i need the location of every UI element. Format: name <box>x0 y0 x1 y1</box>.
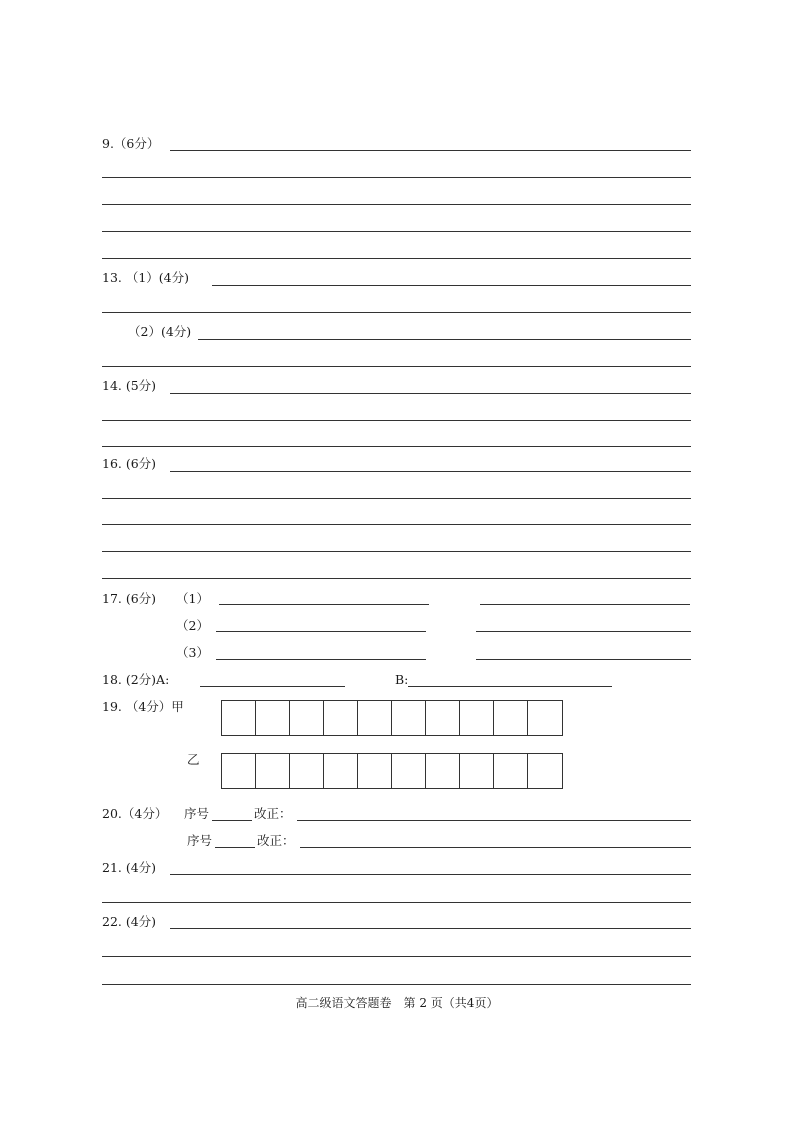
grid-cell[interactable] <box>358 701 392 735</box>
grid-cell[interactable] <box>460 754 494 788</box>
answer-line[interactable] <box>212 285 691 286</box>
q20-num-label-1: 序号 <box>184 806 210 821</box>
q9-label: 9.（6分） <box>102 136 160 151</box>
q19-label: 19. （4分）甲 <box>102 699 184 714</box>
char-grid-jia[interactable] <box>221 700 563 736</box>
q18-b-label: B: <box>395 672 409 687</box>
grid-cell[interactable] <box>222 701 256 735</box>
char-grid-yi[interactable] <box>221 753 563 789</box>
q20-label: 20.（4分） <box>102 806 168 821</box>
answer-line[interactable] <box>102 258 691 259</box>
grid-cell[interactable] <box>290 701 324 735</box>
grid-cell[interactable] <box>494 701 528 735</box>
grid-cell[interactable] <box>392 701 426 735</box>
grid-cell[interactable] <box>392 754 426 788</box>
grid-cell[interactable] <box>256 701 290 735</box>
grid-cell[interactable] <box>426 701 460 735</box>
answer-line[interactable] <box>170 150 691 151</box>
answer-line[interactable] <box>102 524 691 525</box>
grid-cell[interactable] <box>528 754 562 788</box>
answer-line[interactable] <box>102 366 691 367</box>
answer-line[interactable] <box>102 551 691 552</box>
q20-correct-label-2: 改正： <box>257 833 295 848</box>
answer-line[interactable] <box>102 446 691 447</box>
q13-label: 13. （1）(4分) <box>102 270 190 285</box>
num-blank[interactable] <box>212 820 252 821</box>
page-footer: 高二级语文答题卷 第 2 页（共4页） <box>295 996 499 1010</box>
answer-line-b[interactable] <box>408 686 612 687</box>
num-blank[interactable] <box>215 847 255 848</box>
q13-sub2-label: （2）(4分) <box>128 324 192 339</box>
answer-line[interactable] <box>476 659 691 660</box>
q17-label: 17. (6分) <box>102 591 157 606</box>
answer-line[interactable] <box>216 659 426 660</box>
q21-label: 21. (4分) <box>102 860 157 875</box>
q14-label: 14. (5分) <box>102 378 157 393</box>
answer-line[interactable] <box>102 312 691 313</box>
answer-line[interactable] <box>198 339 691 340</box>
q18-label: 18. (2分)A: <box>102 672 170 687</box>
q19-row2-label: 乙 <box>187 752 200 767</box>
answer-line[interactable] <box>476 631 691 632</box>
grid-cell[interactable] <box>460 701 494 735</box>
answer-line[interactable] <box>480 604 690 605</box>
answer-line[interactable] <box>216 631 426 632</box>
answer-line[interactable] <box>102 231 691 232</box>
grid-cell[interactable] <box>528 701 562 735</box>
grid-cell[interactable] <box>494 754 528 788</box>
q20-correct-label-1: 改正： <box>254 806 292 821</box>
answer-line[interactable] <box>102 956 691 957</box>
answer-line[interactable] <box>219 604 429 605</box>
grid-cell[interactable] <box>358 754 392 788</box>
grid-cell[interactable] <box>324 701 358 735</box>
answer-line[interactable] <box>297 820 691 821</box>
answer-line[interactable] <box>102 177 691 178</box>
grid-cell[interactable] <box>222 754 256 788</box>
answer-line[interactable] <box>170 874 691 875</box>
grid-cell[interactable] <box>290 754 324 788</box>
q16-label: 16. (6分) <box>102 456 157 471</box>
answer-line[interactable] <box>170 393 691 394</box>
answer-line[interactable] <box>102 498 691 499</box>
q22-label: 22. (4分) <box>102 914 157 929</box>
grid-cell[interactable] <box>324 754 358 788</box>
q17-item-3: （3） <box>176 645 209 660</box>
q17-item-1: （1） <box>176 591 209 606</box>
answer-line[interactable] <box>170 928 691 929</box>
answer-line[interactable] <box>300 847 691 848</box>
answer-line[interactable] <box>102 204 691 205</box>
answer-line[interactable] <box>102 420 691 421</box>
answer-line[interactable] <box>170 471 691 472</box>
answer-line-a[interactable] <box>200 686 345 687</box>
q20-num-label-2: 序号 <box>187 833 213 848</box>
answer-line[interactable] <box>102 902 691 903</box>
grid-cell[interactable] <box>256 754 290 788</box>
answer-line[interactable] <box>102 578 691 579</box>
q17-item-2: （2） <box>176 618 209 633</box>
answer-line[interactable] <box>102 984 691 985</box>
grid-cell[interactable] <box>426 754 460 788</box>
